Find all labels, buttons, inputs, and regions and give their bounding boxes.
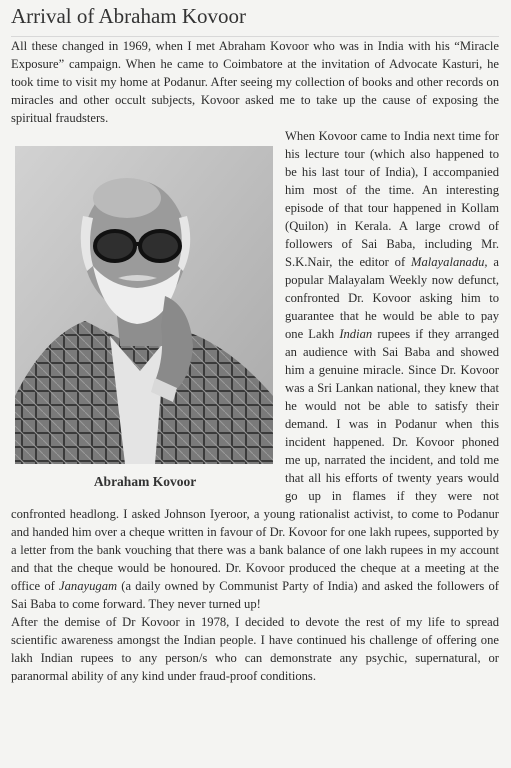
magazine-name-malayalanadu: Malayalanadu, [410, 255, 488, 269]
newspaper-name-janayugam: Janayugam [59, 579, 118, 593]
emphasis-indian: Indian [339, 327, 373, 341]
article-title: Arrival of Abraham Kovoor [11, 0, 499, 37]
portrait-caption: Abraham Kovoor [93, 474, 197, 489]
paragraph-2-text-3: rupees if they arranged an audience with Sai Baba and showed him a genuine miracle. Since Dr. Kovoor was a Sri Lankan national, they knew that he would not be able to satisfy their demand. I was in Podanur when this incident happened. Dr. Kovoor phoned me up, narrated the incident, and told me that all his efforts of twenty years would go up in flames if they were not confronted headlong. I asked Johnson Iyeroor, a young rationalist activist, to come to Podanur and handed him over a cheque written in favour of Dr. Kovoor for one lakh rupees, supported by a letter from the bank vouching that there was a bank balance of one lakh rupees in my account and that the cheque would be honoured. Dr. Kovoor produced the cheque at a meeting at the office of [11, 327, 499, 593]
paragraph-2-text-4: (a daily owned by Communist Party of India) and asked the followers of Sai Baba to come forward. They never turned up! [11, 579, 499, 611]
portrait-photo [15, 146, 273, 464]
paragraph-1: All these changed in 1969, when I met Abraham Kovoor who was in India with his “Miracle Exposure” campaign. When he came to Coimbatore at the invitation of Advocate Kasturi, he took time to visit my home at Podanur. After seeing my collection of books and other records on miracles and other occult subjects, Kovoor asked me to take up the cause of exposing the spiritual fraudsters. [11, 39, 499, 125]
paragraph-3: After the demise of Dr Kovoor in 1978, I decided to devote the rest of my life to spread scientific awareness amongst the Indian people. I have continued his challenge of offering one lakh Indian rupees to any person/s who can demonstrate any psychic, supernatural, or paranormal ability of any kind under fraud-proof conditions. [11, 615, 499, 683]
paragraph-2-text-2: a popular Malayalam Weekly now defunct, confronted Dr. Kovoor asking him to guarantee that he would be able to pay one Lakh [285, 255, 499, 341]
portrait-figure [15, 146, 275, 490]
paragraph-2-text-1: When Kovoor came to India next time for his lecture tour (which also happened to be his last tour of India), I accompanied him most of the time. An interesting episode of that tour happened in Kollam (Quilon) in Kerala. A large crowd of followers of Sai Baba, including Mr. S.K.Nair, the editor of [285, 129, 499, 269]
